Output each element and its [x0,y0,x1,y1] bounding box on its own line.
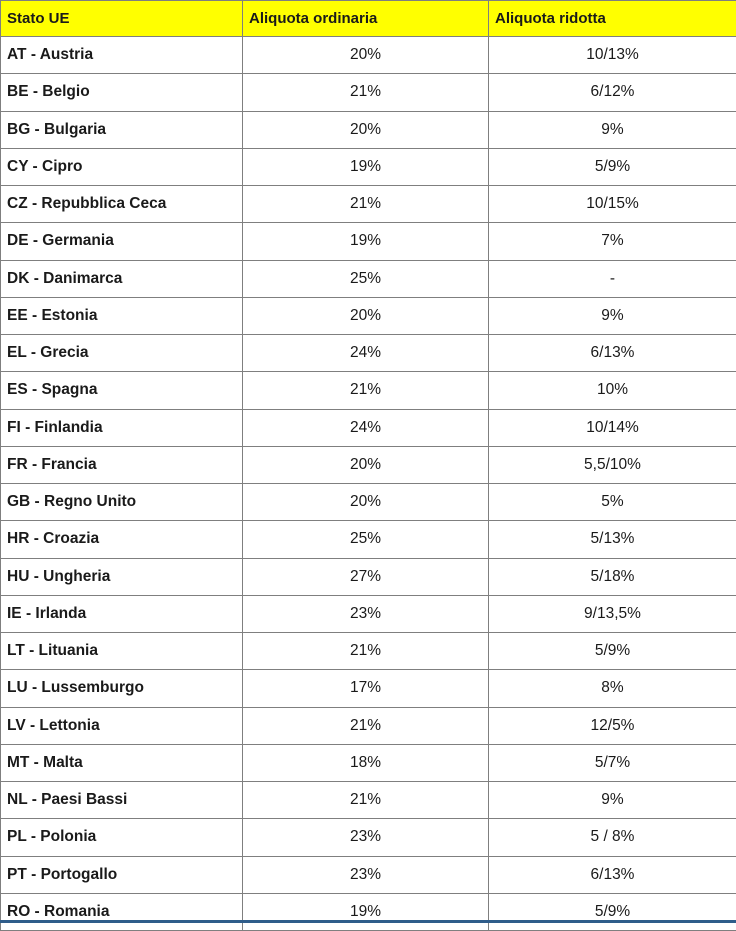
table-row [1,670,736,707]
state-cell: LU - Lussemburgo [1,670,243,707]
state-cell: FR - Francia [1,446,243,483]
reduced-rate-cell: 5/9% [489,893,736,930]
table-row [1,148,736,185]
table-row [1,558,736,595]
state-cell: RO - Romania [1,893,243,930]
reduced-rate-cell: 10/14% [489,409,736,446]
header-row [1,1,736,37]
ordinary-rate-cell: 19% [243,893,489,930]
table-row [1,633,736,670]
table-row [1,595,736,632]
table-row [1,707,736,744]
state-cell: MT - Malta [1,744,243,781]
ordinary-rate-cell: 24% [243,335,489,372]
ordinary-rate-cell: 20% [243,37,489,74]
reduced-rate-cell: 7% [489,223,736,260]
ordinary-rate-cell: 24% [243,409,489,446]
header-reduced-rate: Aliquota ridotta [489,1,736,37]
table-row [1,744,736,781]
ordinary-rate-cell: 19% [243,223,489,260]
table-row [1,260,736,297]
ordinary-rate-cell: 21% [243,633,489,670]
reduced-rate-cell: 5/9% [489,148,736,185]
state-cell: LV - Lettonia [1,707,243,744]
ordinary-rate-cell: 21% [243,372,489,409]
ordinary-rate-cell: 27% [243,558,489,595]
table-row [1,37,736,74]
table-row [1,856,736,893]
ordinary-rate-cell: 20% [243,446,489,483]
state-cell: FI - Finlandia [1,409,243,446]
table-header [1,1,736,37]
reduced-rate-cell: 5,5/10% [489,446,736,483]
table-row [1,521,736,558]
ordinary-rate-cell: 25% [243,521,489,558]
table-row [1,297,736,334]
state-cell: BG - Bulgaria [1,111,243,148]
state-cell: PT - Portogallo [1,856,243,893]
state-cell: EL - Grecia [1,335,243,372]
state-cell: PL - Polonia [1,819,243,856]
ordinary-rate-cell: 25% [243,260,489,297]
table-row [1,186,736,223]
table-row [1,484,736,521]
ordinary-rate-cell: 20% [243,297,489,334]
ordinary-rate-cell: 21% [243,186,489,223]
reduced-rate-cell: 5% [489,484,736,521]
ordinary-rate-cell: 23% [243,819,489,856]
table-row [1,372,736,409]
table-row [1,223,736,260]
reduced-rate-cell: 9% [489,111,736,148]
ordinary-rate-cell: 21% [243,707,489,744]
ordinary-rate-cell: 17% [243,670,489,707]
ordinary-rate-cell: 18% [243,744,489,781]
reduced-rate-cell: 5/7% [489,744,736,781]
ordinary-rate-cell: 20% [243,111,489,148]
reduced-rate-cell: 10% [489,372,736,409]
ordinary-rate-cell: 19% [243,148,489,185]
state-cell: EE - Estonia [1,297,243,334]
table-row [1,335,736,372]
state-cell: HU - Ungheria [1,558,243,595]
reduced-rate-cell: 12/5% [489,707,736,744]
table-row [1,111,736,148]
state-cell: DK - Danimarca [1,260,243,297]
state-cell: CZ - Repubblica Ceca [1,186,243,223]
reduced-rate-cell: 9% [489,782,736,819]
ordinary-rate-cell: 21% [243,74,489,111]
ordinary-rate-cell: 23% [243,595,489,632]
state-cell: BE - Belgio [1,74,243,111]
state-cell: IE - Irlanda [1,595,243,632]
table-row [1,782,736,819]
reduced-rate-cell: 10/13% [489,37,736,74]
table-row [1,409,736,446]
table-row [1,893,736,930]
reduced-rate-cell: 5/13% [489,521,736,558]
table-body [1,37,736,931]
reduced-rate-cell: 5/18% [489,558,736,595]
header-state: Stato UE [1,1,243,37]
reduced-rate-cell: 10/15% [489,186,736,223]
reduced-rate-cell: 8% [489,670,736,707]
reduced-rate-cell: 6/13% [489,856,736,893]
reduced-rate-cell: 5 / 8% [489,819,736,856]
reduced-rate-cell: 9/13,5% [489,595,736,632]
state-cell: LT - Lituania [1,633,243,670]
header-ordinary-rate: Aliquota ordinaria [243,1,489,37]
table-row [1,819,736,856]
reduced-rate-cell: 5/9% [489,633,736,670]
ordinary-rate-cell: 20% [243,484,489,521]
table-row [1,74,736,111]
ordinary-rate-cell: 21% [243,782,489,819]
state-cell: NL - Paesi Bassi [1,782,243,819]
state-cell: CY - Cipro [1,148,243,185]
state-cell: ES - Spagna [1,372,243,409]
state-cell: AT - Austria [1,37,243,74]
state-cell: GB - Regno Unito [1,484,243,521]
reduced-rate-cell: 6/12% [489,74,736,111]
table-row [1,446,736,483]
state-cell: DE - Germania [1,223,243,260]
reduced-rate-cell: - [489,260,736,297]
reduced-rate-cell: 9% [489,297,736,334]
reduced-rate-cell: 6/13% [489,335,736,372]
ordinary-rate-cell: 23% [243,856,489,893]
state-cell: HR - Croazia [1,521,243,558]
